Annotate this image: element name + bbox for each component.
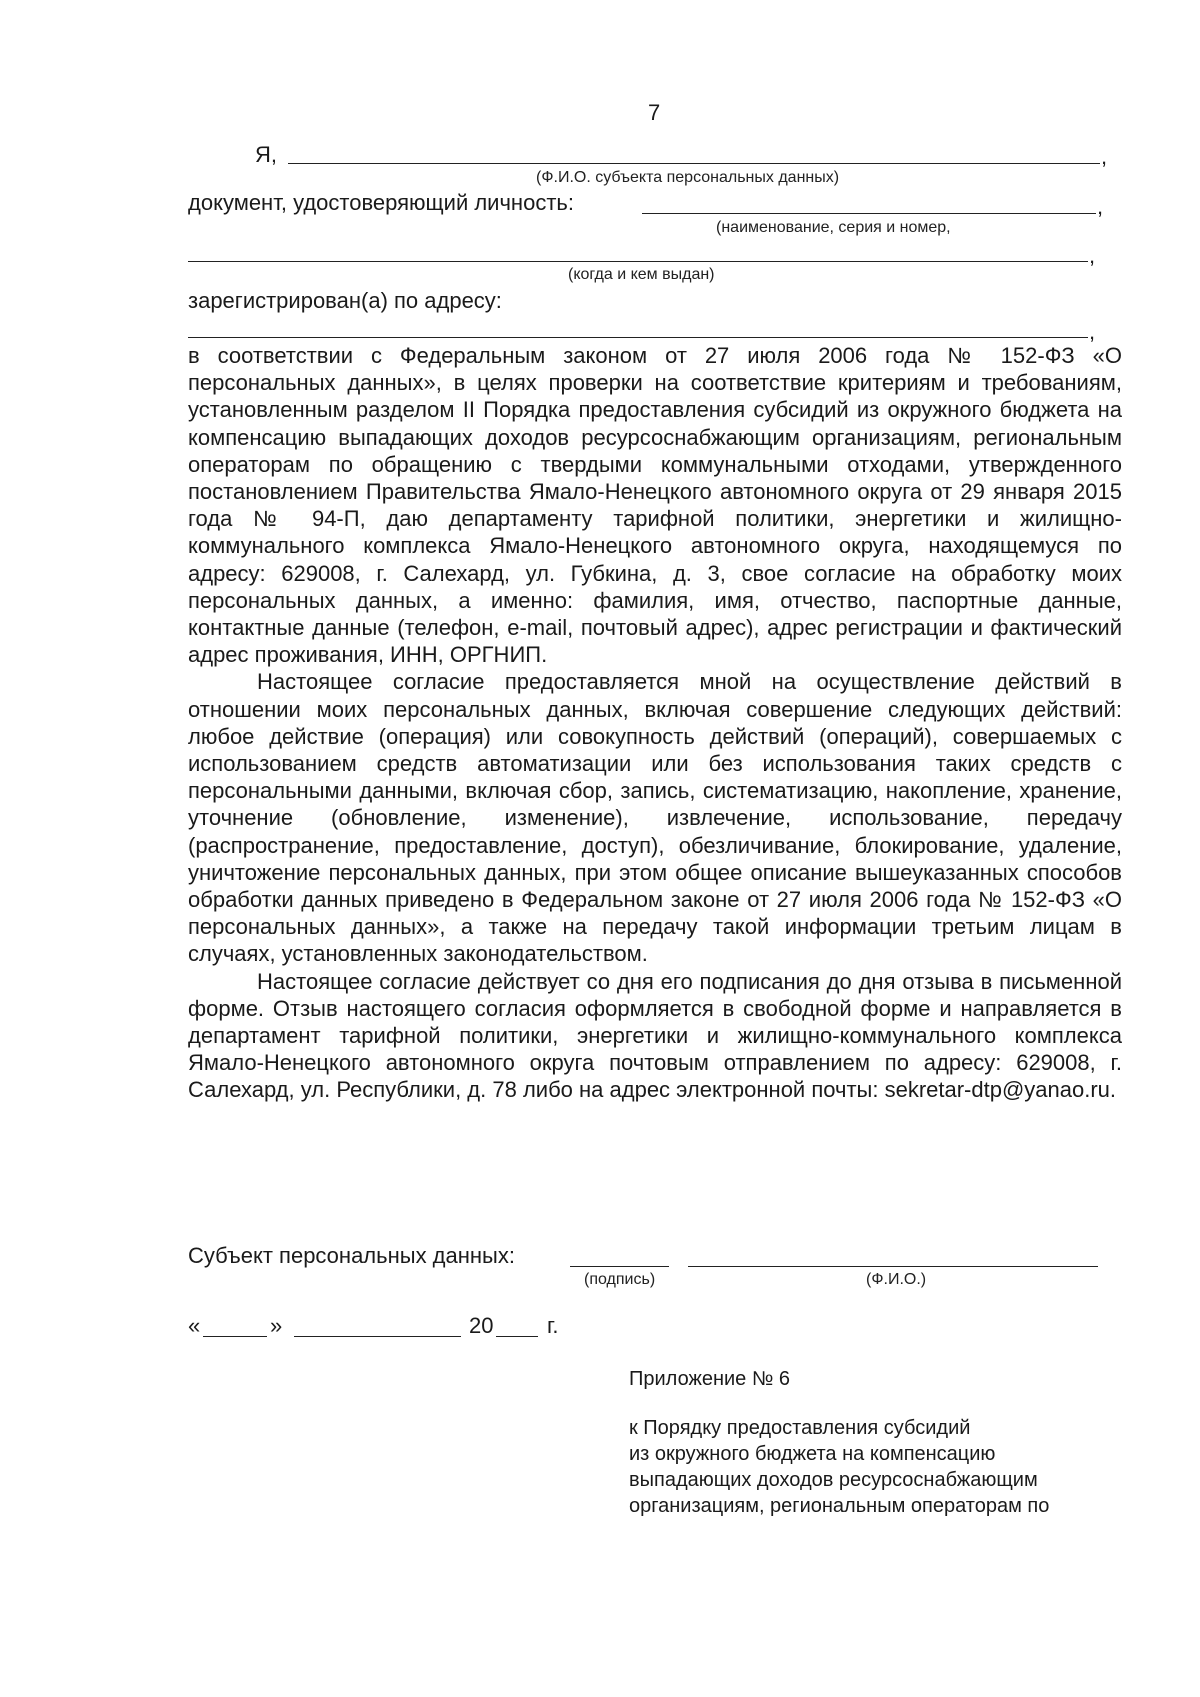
signature-input-line[interactable] <box>570 1266 669 1267</box>
signature-caption: (подпись) <box>584 1271 656 1288</box>
subject-label: Субъект персональных данных: <box>188 1243 515 1268</box>
document-line-comma: , <box>1097 194 1104 219</box>
fio-input-line[interactable] <box>288 163 1100 164</box>
subject-fio-caption: (Ф.И.О.) <box>866 1271 927 1288</box>
address-input-line[interactable] <box>188 337 1088 338</box>
address-label: зарегистрирован(а) по адресу: <box>188 288 502 313</box>
subject-fio-input-line[interactable] <box>688 1266 1098 1267</box>
issued-line-comma: , <box>1089 243 1096 268</box>
page-number: 7 <box>648 100 661 125</box>
consent-body <box>188 342 1122 1104</box>
document-label: документ, удостоверяющий личность: <box>188 190 574 215</box>
date-year-prefix: 20 <box>469 1313 494 1338</box>
fio-caption: (Ф.И.О. субъекта персональных данных) <box>536 169 840 186</box>
date-day-input-line[interactable] <box>203 1336 267 1337</box>
address-line-comma: , <box>1089 319 1096 344</box>
date-month-input-line[interactable] <box>294 1336 461 1337</box>
document-input-line[interactable] <box>642 213 1096 214</box>
document-caption: (наименование, серия и номер, <box>716 219 951 236</box>
appendix-line: из окружного бюджета на компенсацию <box>629 1443 996 1465</box>
appendix-line: организациям, региональным операторам по <box>629 1495 1050 1517</box>
appendix-title: Приложение № 6 <box>629 1368 790 1390</box>
date-year-input-line[interactable] <box>496 1336 538 1337</box>
appendix-line: к Порядку предоставления субсидий <box>629 1417 971 1439</box>
issued-input-line[interactable] <box>188 261 1088 262</box>
issued-caption: (когда и кем выдан) <box>568 266 715 283</box>
date-close-quote: » <box>270 1313 283 1338</box>
date-open-quote: « <box>188 1313 201 1338</box>
consent-paragraph-1: в соответствии с Федеральным законом от 27 июля 2006 года № 152-ФЗ «О персональных данных», в целях проверки на соответствие критериям и требованиям, установленным разделом II Порядка предоставления субсидий из окружного бюджета на компенсацию выпадающих доходов ресурсоснабжающим организациям, региональным операторам по обращению с твердыми коммунальными отходами, утвержденного постановлением Правительства Ямало-Ненецкого автономного округа от 29 января 2015 года № 94-П, даю департаменту тарифной политики, энергетики и жилищно-коммунального комплекса Ямало-Ненецкого автономного округа, находящемуся по адресу: 629008, г. Салехард, ул. Губкина, д. 3, свое согласие на обработку моих персональных данных, а именно: фамилия, имя, отчество, паспортные данные, контактные данные (телефон, e-mail, почтовый адрес), адрес регистрации и фактический адрес проживания, ИНН, ОРГНИП. <box>188 343 1122 668</box>
fio-line-comma: , <box>1101 144 1108 169</box>
consent-paragraph-2: Настоящее согласие предоставляется мной на осуществление действий в отношении моих персональных данных, включая совершение следующих действий: любое действие (операция) или совокупность действий (операций), совершаемых с использованием средств автоматизации или без использования таких средств с персональными данными, включая сбор, запись, систематизацию, накопление, хранение, уточнение (обновление, изменение), извлечение, использование, передачу (распространение, предоставление, доступ), обезличивание, блокирование, удаление, уничтожение персональных данных, при этом общее описание вышеуказанных способов обработки данных приведено в Федеральном законе от 27 июля 2006 года № 152-ФЗ «О персональных данных», а также на передачу такой информации третьим лицам в случаях, установленных законодательством. <box>188 669 1122 967</box>
appendix-line: выпадающих доходов ресурсоснабжающим <box>629 1469 1038 1491</box>
consent-paragraph-3: Настоящее согласие действует со дня его подписания до дня отзыва в письменной форме. Отзыв настоящего согласия оформляется в свободной форме и направляется в департамент тарифной политики, энергетики и жилищно-коммунального комплекса Ямало-Ненецкого автономного округа почтовым отправлением по адресу: 629008, г. Салехард, ул. Республики, д. 78 либо на адрес электронной почты: sekretar-dtp@yanao.ru. <box>188 968 1122 1103</box>
date-year-suffix: г. <box>547 1313 559 1338</box>
ya-label: Я, <box>255 142 277 167</box>
